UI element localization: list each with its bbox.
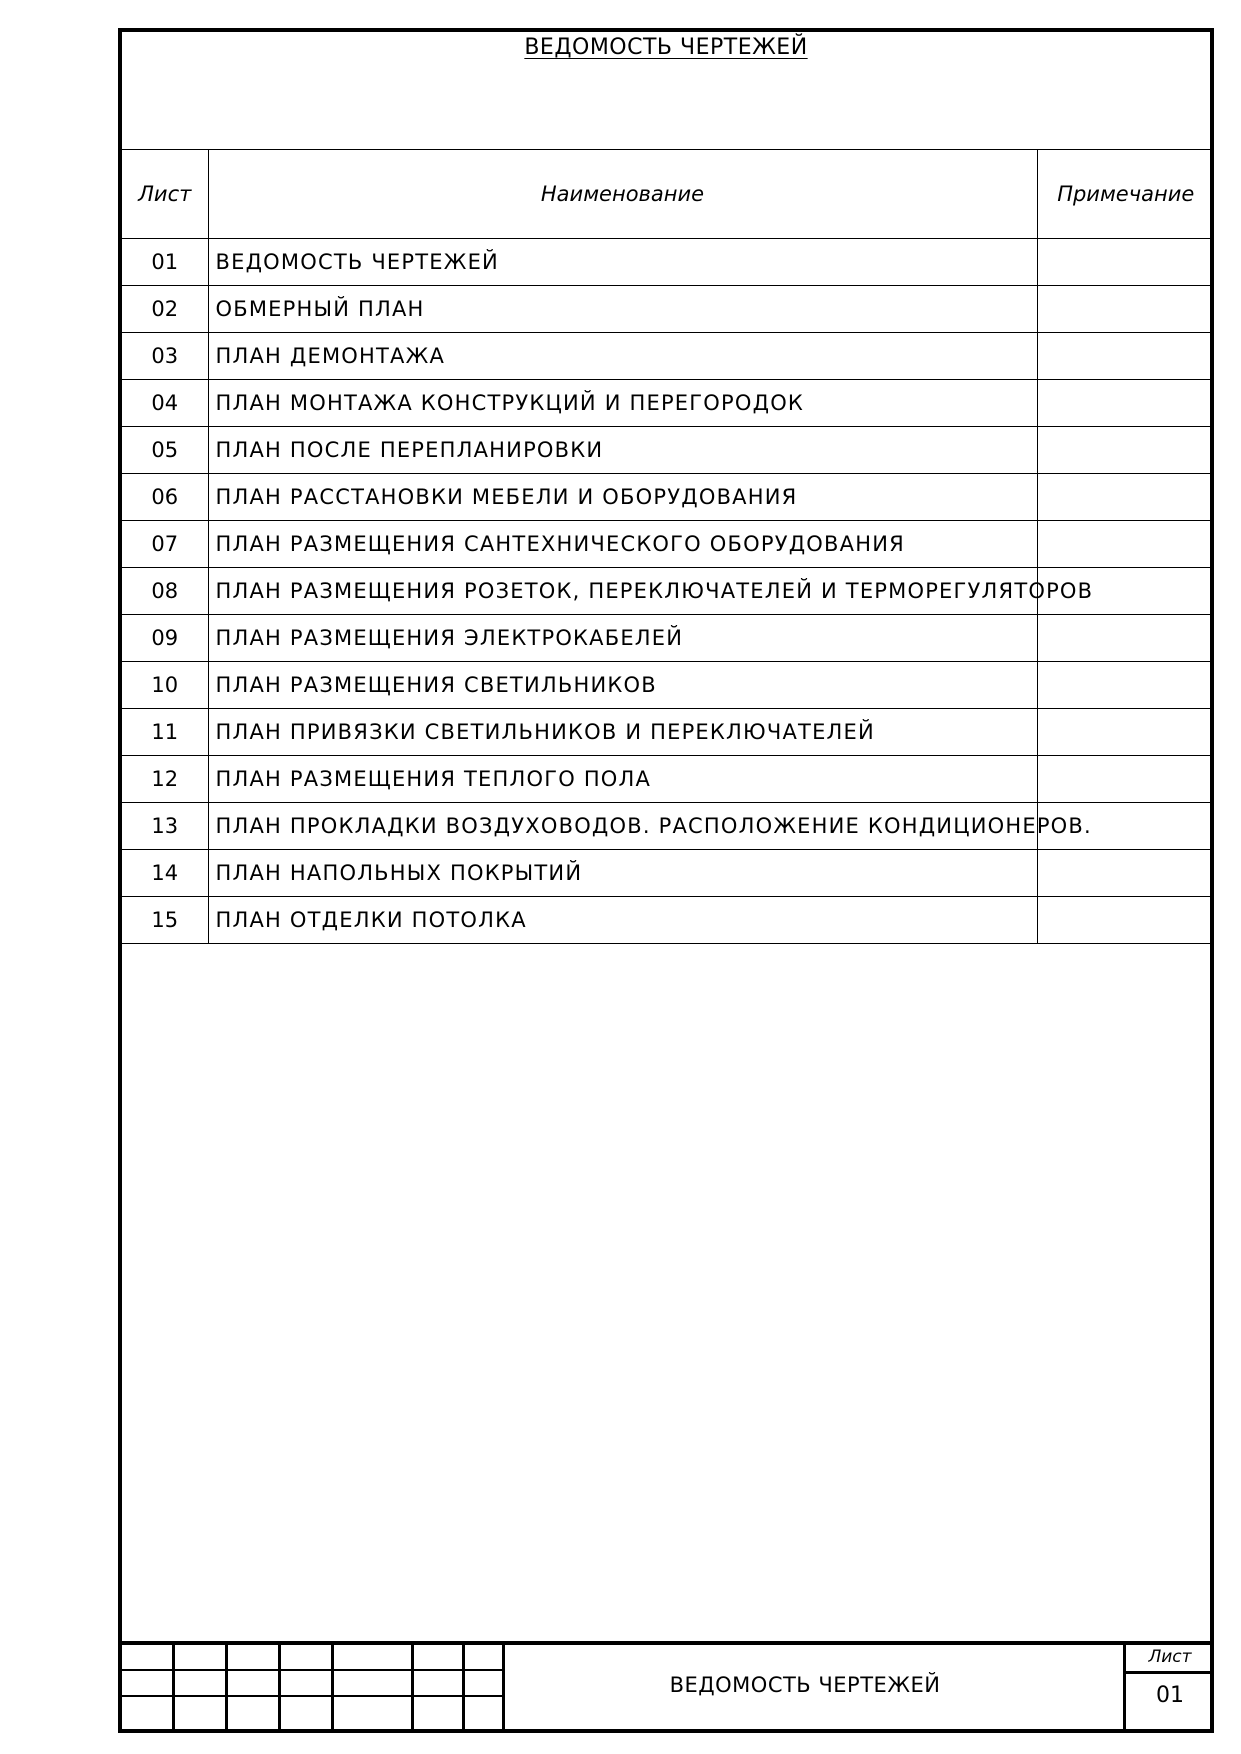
drawings-register-table bbox=[122, 149, 1214, 944]
row-sheet-number: 02 bbox=[122, 286, 208, 333]
row-drawing-name: ПЛАН РАЗМЕЩЕНИЯ ТЕПЛОГО ПОЛА bbox=[208, 756, 1037, 803]
table-row bbox=[122, 427, 1214, 474]
row-note bbox=[1037, 333, 1214, 380]
row-note bbox=[1037, 709, 1214, 756]
row-drawing-name: ПЛАН РАЗМЕЩЕНИЯ САНТЕХНИЧЕСКОГО ОБОРУДОВАНИЯ bbox=[208, 521, 1037, 568]
sheet-number-box bbox=[1126, 1645, 1214, 1729]
table-row bbox=[122, 850, 1214, 897]
title-block-caption: ВЕДОМОСТЬ ЧЕРТЕЖЕЙ bbox=[669, 1673, 941, 1697]
row-drawing-name: ОБМЕРНЫЙ ПЛАН bbox=[208, 286, 1037, 333]
row-drawing-name: ПЛАН ДЕМОНТАЖА bbox=[208, 333, 1037, 380]
table-row bbox=[122, 615, 1214, 662]
row-note bbox=[1037, 756, 1214, 803]
row-note bbox=[1037, 474, 1214, 521]
row-sheet-number: 01 bbox=[122, 239, 208, 286]
row-sheet-number: 13 bbox=[122, 803, 208, 850]
row-note bbox=[1037, 615, 1214, 662]
row-sheet-number: 14 bbox=[122, 850, 208, 897]
table-header-row bbox=[122, 150, 1214, 239]
title-block-grid-line bbox=[225, 1645, 228, 1729]
title-block-grid-line bbox=[122, 1669, 502, 1671]
sheet-title bbox=[122, 35, 1210, 60]
row-note bbox=[1037, 427, 1214, 474]
row-note bbox=[1037, 239, 1214, 286]
table-row bbox=[122, 662, 1214, 709]
table-row bbox=[122, 333, 1214, 380]
column-header-sheet: Лист bbox=[122, 150, 208, 239]
row-sheet-number: 05 bbox=[122, 427, 208, 474]
row-sheet-number: 11 bbox=[122, 709, 208, 756]
column-header-name: Наименование bbox=[208, 150, 1037, 239]
row-sheet-number: 12 bbox=[122, 756, 208, 803]
row-drawing-name: ПЛАН РАЗМЕЩЕНИЯ РОЗЕТОК, ПЕРЕКЛЮЧАТЕЛЕЙ И ТЕРМОРЕГУЛЯТОРОВ bbox=[208, 568, 1037, 615]
row-sheet-number: 08 bbox=[122, 568, 208, 615]
row-drawing-name: ПЛАН РАЗМЕЩЕНИЯ ЭЛЕКТРОКАБЕЛЕЙ bbox=[208, 615, 1037, 662]
title-block-grid-line bbox=[278, 1645, 281, 1729]
row-drawing-name: ПЛАН РАЗМЕЩЕНИЯ СВЕТИЛЬНИКОВ bbox=[208, 662, 1037, 709]
table-body bbox=[122, 239, 1214, 944]
row-sheet-number: 03 bbox=[122, 333, 208, 380]
row-note bbox=[1037, 286, 1214, 333]
title-block bbox=[122, 1641, 1214, 1729]
table-row bbox=[122, 709, 1214, 756]
row-sheet-number: 09 bbox=[122, 615, 208, 662]
column-header-note: Примечание bbox=[1037, 150, 1214, 239]
title-block-grid-line bbox=[462, 1645, 465, 1729]
row-note bbox=[1037, 380, 1214, 427]
row-sheet-number: 07 bbox=[122, 521, 208, 568]
row-drawing-name: ПЛАН РАССТАНОВКИ МЕБЕЛИ И ОБОРУДОВАНИЯ bbox=[208, 474, 1037, 521]
row-note bbox=[1037, 897, 1214, 944]
row-drawing-name: ПЛАН НАПОЛЬНЫХ ПОКРЫТИЙ bbox=[208, 850, 1037, 897]
drawing-frame bbox=[118, 28, 1214, 1733]
row-sheet-number: 04 bbox=[122, 380, 208, 427]
row-drawing-name: ПЛАН МОНТАЖА КОНСТРУКЦИЙ И ПЕРЕГОРОДОК bbox=[208, 380, 1037, 427]
table-row bbox=[122, 568, 1214, 615]
table-row bbox=[122, 756, 1214, 803]
table-row bbox=[122, 286, 1214, 333]
title-block-grid-line bbox=[122, 1695, 502, 1697]
table-row bbox=[122, 897, 1214, 944]
title-block-grid-line bbox=[331, 1645, 334, 1729]
table-row bbox=[122, 521, 1214, 568]
row-drawing-name: ПЛАН ПРОКЛАДКИ ВОЗДУХОВОДОВ. РАСПОЛОЖЕНИЕ КОНДИЦИОНЕРОВ. bbox=[208, 803, 1037, 850]
row-sheet-number: 10 bbox=[122, 662, 208, 709]
table-row bbox=[122, 239, 1214, 286]
table-row bbox=[122, 380, 1214, 427]
row-note bbox=[1037, 662, 1214, 709]
row-drawing-name: ПЛАН ПРИВЯЗКИ СВЕТИЛЬНИКОВ И ПЕРЕКЛЮЧАТЕЛЕЙ bbox=[208, 709, 1037, 756]
table-row bbox=[122, 474, 1214, 521]
sheet-title-text: ВЕДОМОСТЬ ЧЕРТЕЖЕЙ bbox=[524, 35, 808, 60]
row-note bbox=[1037, 850, 1214, 897]
row-drawing-name: ВЕДОМОСТЬ ЧЕРТЕЖЕЙ bbox=[208, 239, 1037, 286]
row-sheet-number: 15 bbox=[122, 897, 208, 944]
row-drawing-name: ПЛАН ОТДЕЛКИ ПОТОЛКА bbox=[208, 897, 1037, 944]
row-note bbox=[1037, 521, 1214, 568]
title-block-grid-line bbox=[172, 1645, 175, 1729]
row-drawing-name: ПЛАН ПОСЛЕ ПЕРЕПЛАНИРОВКИ bbox=[208, 427, 1037, 474]
sheet-label: Лист bbox=[1126, 1647, 1214, 1674]
table-row bbox=[122, 803, 1214, 850]
sheet-number: 01 bbox=[1156, 1683, 1184, 1708]
title-block-grid-line bbox=[411, 1645, 414, 1729]
row-sheet-number: 06 bbox=[122, 474, 208, 521]
